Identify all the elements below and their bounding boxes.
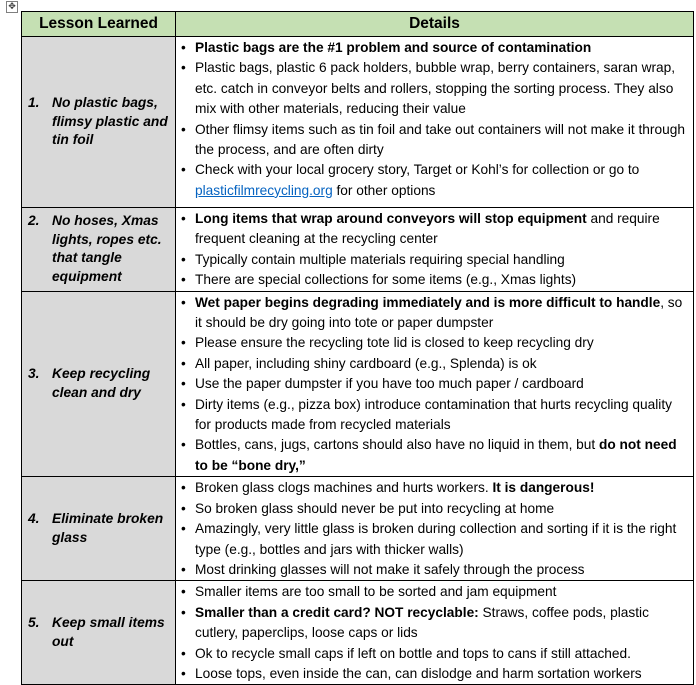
detail-text-bold: Long items that wrap around conveyors will stop equipment (195, 211, 587, 226)
detail-text: Use the paper dumpster if you have too much paper / cardboard (195, 376, 584, 392)
detail-bullet (176, 582, 689, 602)
detail-bullet (176, 374, 689, 394)
table-row (22, 581, 694, 685)
details-list (176, 582, 689, 684)
plasticfilmrecycling-link[interactable]: plasticfilmrecycling.org (195, 182, 333, 198)
lesson-title: Eliminate broken glass (52, 511, 164, 545)
detail-bullet (176, 664, 689, 684)
table-row (22, 291, 694, 477)
detail-text: Ok to recycle small caps if left on bottle and tops to cans if still attached. (195, 645, 631, 661)
detail-text: Straws, coffee pods, plastic cutlery, paperclips, loose caps or lids (195, 604, 649, 641)
detail-text: Bottles, cans, jugs, cartons should also have no liquid in them, but (195, 437, 600, 453)
details-list (176, 38, 689, 201)
detail-bullet (176, 270, 689, 290)
header-details: Details (176, 12, 694, 37)
detail-text: Broken glass clogs machines and hurts workers. (195, 480, 493, 496)
detail-bullet (176, 560, 689, 580)
detail-text-bold: Plastic bags are the #1 problem and source of contamination (195, 40, 592, 55)
detail-bullet (176, 478, 689, 498)
detail-bullet (176, 120, 689, 161)
detail-bullet (176, 603, 689, 644)
lesson-cell (22, 291, 176, 477)
detail-text: Most drinking glasses will not make it safely through the process (195, 561, 585, 577)
detail-text: Smaller items are too small to be sorted and jam equipment (195, 584, 557, 600)
table-row (22, 477, 694, 581)
detail-bullet (176, 38, 689, 58)
detail-bullet (176, 160, 689, 201)
table-row (22, 37, 694, 208)
lessons-table (21, 11, 694, 685)
table-header-row (22, 12, 694, 37)
detail-bullet (176, 293, 689, 334)
table-move-handle-icon[interactable]: ✥ (6, 1, 18, 13)
details-list (176, 209, 689, 291)
details-cell (176, 37, 694, 208)
lesson-number: 5. (28, 615, 40, 631)
detail-text: Plastic bags, plastic 6 pack holders, bubble wrap, berry containers, saran wrap, etc. catch in conveyor belts and rollers, stopping the sorting process. They also mix with other materials, reducing their value (195, 60, 676, 117)
detail-text: All paper, including shiny cardboard (e.g., Splenda) is ok (195, 355, 537, 371)
detail-text-bold: Wet paper begins degrading immediately and is more difficult to handle (195, 294, 661, 310)
detail-text: Amazingly, very little glass is broken during collection and sorting if it is the right type (e.g., bottles and jars with thicker walls) (195, 521, 677, 557)
detail-text: Other flimsy items such as tin foil and take out containers will not make it through the process, and are often dirty (195, 121, 685, 158)
detail-bullet (176, 435, 689, 476)
lesson-cell (22, 477, 176, 581)
lesson-title: Keep small items out (52, 615, 165, 649)
details-list (176, 478, 689, 580)
detail-text: There are special collections for some items (e.g., Xmas lights) (195, 272, 577, 288)
detail-text-bold: It is dangerous! (492, 480, 595, 496)
detail-bullet (176, 209, 689, 250)
detail-bullet (176, 644, 689, 664)
detail-bullet (176, 58, 689, 119)
detail-text: Dirty items (e.g., pizza box) introduce contamination that hurts recycling quality for products made from recycled materials (195, 396, 672, 433)
detail-text-bold: Smaller than a credit card? NOT recyclable: (195, 604, 479, 620)
lesson-cell (22, 208, 176, 292)
details-cell (176, 581, 694, 685)
details-cell (176, 208, 694, 292)
detail-bullet (176, 519, 689, 560)
detail-text: Loose tops, even inside the can, can dislodge and harm sortation workers (195, 665, 642, 681)
detail-text: So broken glass should never be put into recycling at home (195, 500, 555, 516)
table-row (22, 208, 694, 292)
lesson-number: 3. (28, 366, 40, 382)
detail-bullet (176, 333, 689, 353)
lesson-cell (22, 37, 176, 208)
detail-text: Check with your local grocery story, Target or Kohl’s for collection or go to (195, 162, 640, 178)
lesson-number: 4. (28, 511, 40, 527)
detail-text: for other options (332, 182, 436, 198)
detail-bullet (176, 250, 689, 270)
detail-text: Please ensure the recycling tote lid is closed to keep recycling dry (195, 335, 594, 351)
lesson-number: 1. (28, 95, 40, 111)
details-cell (176, 291, 694, 477)
lesson-title: No hoses, Xmas lights, ropes etc. that tangle equipment (52, 213, 162, 284)
detail-bullet (176, 354, 689, 374)
details-list (176, 293, 689, 477)
detail-text: Typically contain multiple materials requiring special handling (195, 251, 565, 267)
header-lesson-learned: Lesson Learned (22, 12, 176, 37)
detail-bullet (176, 395, 689, 436)
lesson-cell (22, 581, 176, 685)
detail-text: and require frequent cleaning at the recycling center (195, 211, 660, 247)
detail-bullet (176, 499, 689, 519)
detail-text: , so it should be dry going into tote or paper dumpster (195, 294, 683, 331)
lesson-title: No plastic bags, flimsy plastic and tin foil (52, 95, 168, 148)
details-cell (176, 477, 694, 581)
lesson-number: 2. (28, 213, 40, 229)
detail-text-bold: do not need to be “bone dry,” (195, 437, 677, 473)
lesson-title: Keep recycling clean and dry (52, 366, 151, 400)
